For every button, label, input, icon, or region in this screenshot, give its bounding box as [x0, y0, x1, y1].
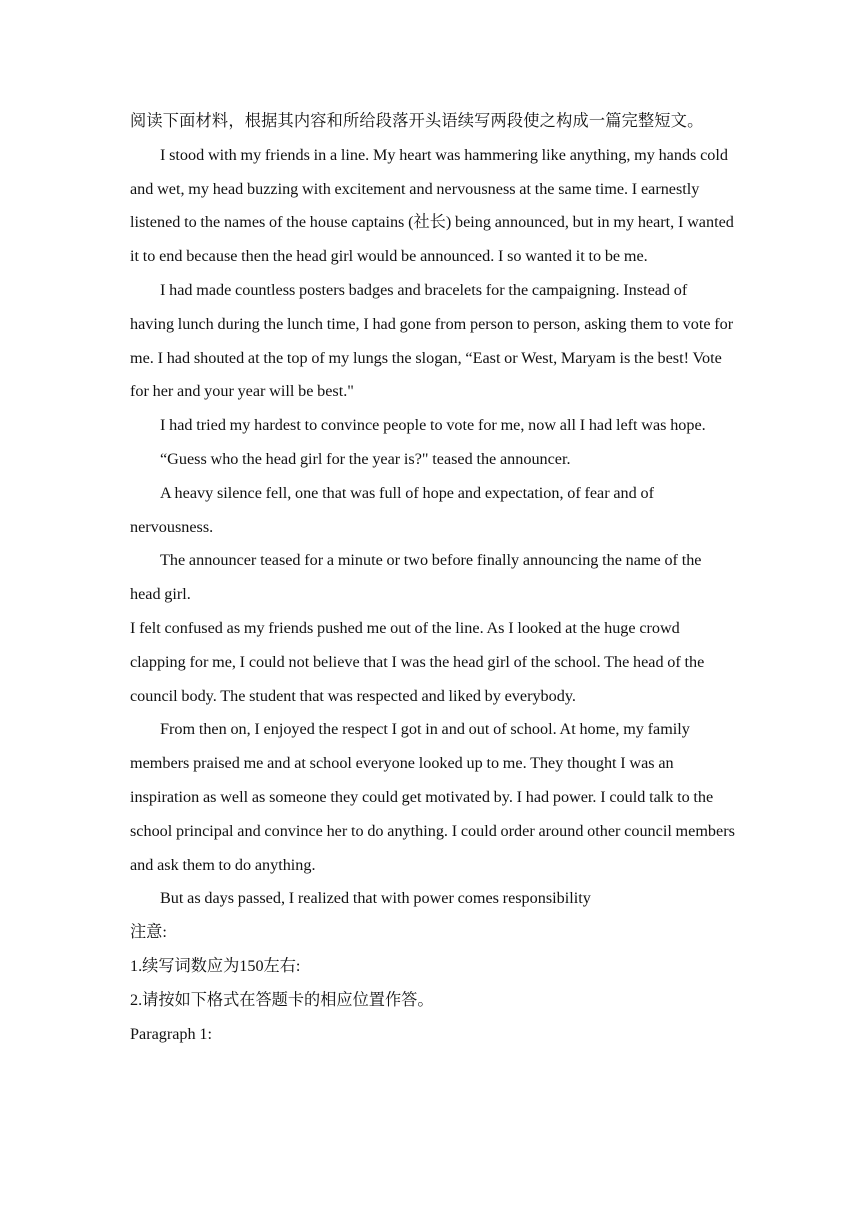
- story-paragraph: I stood with my friends in a line. My heart was hammering like anything, my hands cold and wet, my head buzzing with excitement and nervousness at the same time. I earnestly listened to the names of the house captains (社长) being announced, but in my heart, I wanted it to end because then the head girl would be announced. I so wanted it to be me.: [130, 145, 734, 266]
- note-item: 2.请按如下格式在答题卡的相应位置作答。: [130, 990, 434, 1009]
- story-paragraph: I had tried my hardest to convince people to vote for me, now all I had left was hope.: [160, 416, 706, 435]
- story-paragraph: The announcer teased for a minute or two before finally announcing the name of the head girl.: [130, 551, 702, 604]
- story-paragraph: I had made countless posters badges and bracelets for the campaigning. Instead of having lunch during the lunch time, I had gone from person to person, asking them to vote for me. I had shouted at the top of my lungs the slogan, “East or West, Maryam is the best! Vote for her and your year will be best.": [130, 280, 734, 401]
- notes-heading: 注意:: [130, 923, 167, 942]
- story-paragraph: From then on, I enjoyed the respect I got in and out of school. At home, my family members praised me and at school everyone looked up to me. They thought I was an inspiration as well as someone they could get motivated by. I had power. I could talk to the school principal and convince her to do anything. I could order around other council members and ask them to do anything.: [130, 720, 735, 874]
- story-paragraph: But as days passed, I realized that with power comes responsibility: [160, 889, 591, 908]
- answer-paragraph-label: Paragraph 1:: [130, 1024, 212, 1043]
- document-page: [130, 105, 735, 1051]
- task-instruction: 阅读下面材料，根据其内容和所给段落开头语续写两段使之构成一篇完整短文。: [130, 112, 704, 130]
- story-paragraph: I felt confused as my friends pushed me out of the line. As I looked at the huge crowd clapping for me, I could not believe that I was the head girl of the school. The head of the council body. The student that was respected and liked by everybody.: [130, 618, 705, 705]
- note-item: 1.续写词数应为150左右:: [130, 956, 301, 975]
- story-paragraph: “Guess who the head girl for the year is?" teased the announcer.: [160, 449, 571, 468]
- story-paragraph: A heavy silence fell, one that was full of hope and expectation, of fear and of nervousness.: [130, 483, 654, 536]
